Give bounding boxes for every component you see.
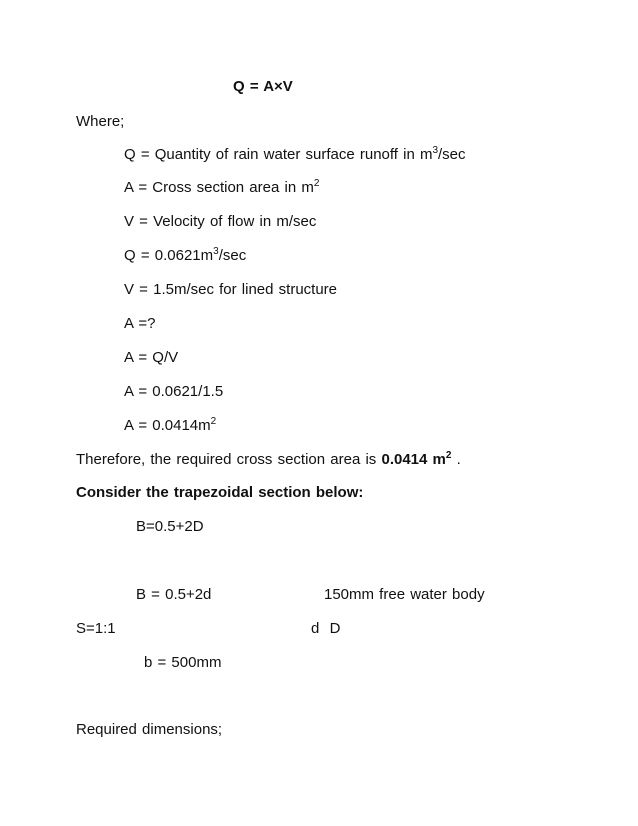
- result-a: [124, 417, 216, 435]
- diagram-bottom-width: b = 500mm: [144, 654, 222, 671]
- definition-a-exponent: 2: [313, 178, 320, 189]
- unknown-a: A =?: [124, 315, 156, 332]
- given-q-exponent: 3: [213, 246, 219, 257]
- result-a-exponent: 2: [210, 416, 217, 427]
- diagram-side-slope: S=1:1: [76, 620, 116, 637]
- formula-heading: Q = A×V: [233, 78, 293, 95]
- definition-a-text: A = Cross section area in m: [124, 179, 314, 196]
- definition-v: V = Velocity of flow in m/sec: [124, 213, 317, 230]
- given-q: [124, 247, 246, 265]
- definition-q-exponent: 3: [432, 145, 439, 156]
- conclusion-tail: .: [451, 451, 461, 468]
- formula-a: A = Q/V: [124, 349, 179, 366]
- diagram-depths: d D: [311, 620, 341, 637]
- section-heading: Consider the trapezoidal section below:: [76, 484, 364, 501]
- definition-a: [124, 179, 319, 197]
- where-label: Where;: [76, 113, 125, 130]
- diagram-water-width: B = 0.5+2d: [136, 586, 212, 603]
- given-v: V = 1.5m/sec for lined structure: [124, 281, 338, 298]
- conclusion-value: 0.0414 m: [381, 451, 446, 468]
- given-q-tail: /sec: [218, 247, 247, 264]
- conclusion-line: [76, 451, 461, 469]
- conclusion-text: Therefore, the required cross section area is: [76, 451, 382, 468]
- conclusion-exponent: 2: [445, 450, 452, 461]
- given-q-text: Q = 0.0621m: [124, 247, 214, 264]
- definition-q-text: Q = Quantity of rain water surface runoff in m: [124, 146, 433, 163]
- diagram-top-width: B=0.5+2D: [136, 518, 204, 535]
- substitution-a: A = 0.0621/1.5: [124, 383, 224, 400]
- diagram-freeboard: 150mm free water body: [324, 586, 485, 603]
- footer-required-dimensions: Required dimensions;: [76, 721, 223, 738]
- result-a-text: A = 0.0414m: [124, 417, 211, 434]
- definition-q: [124, 146, 466, 164]
- definition-q-tail: /sec: [438, 146, 466, 163]
